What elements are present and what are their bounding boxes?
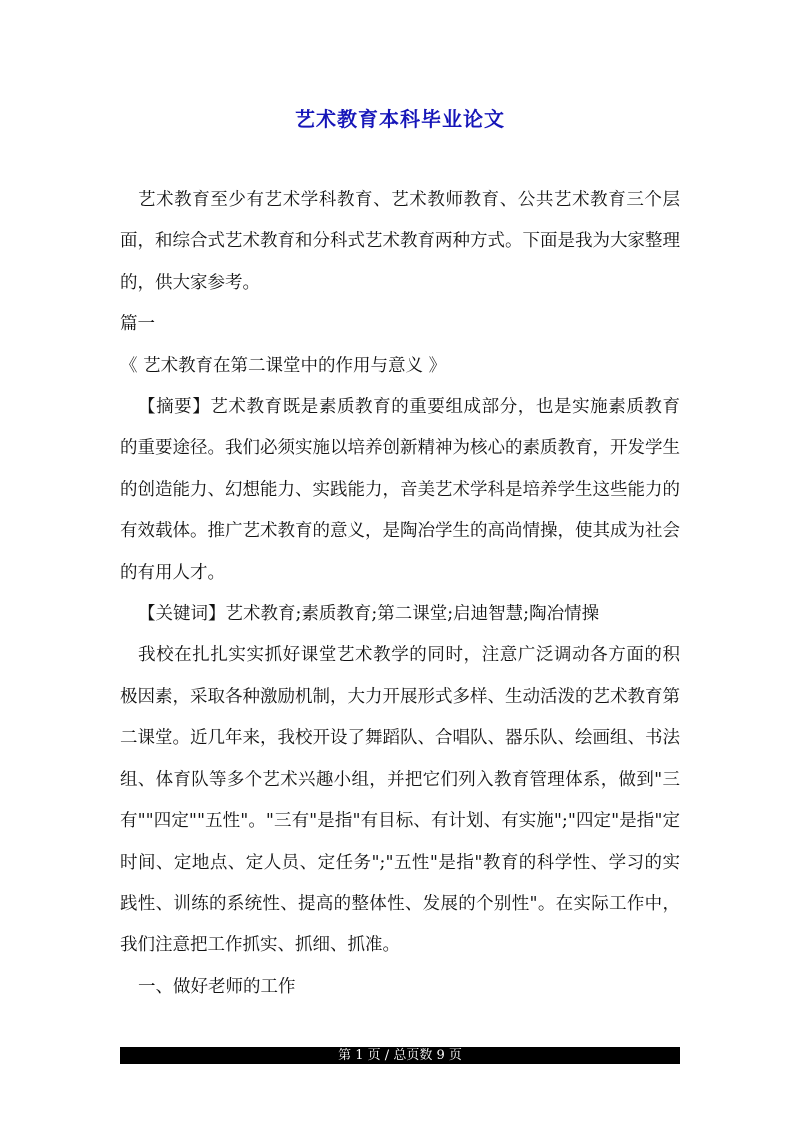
subheading: 一、做好老师的工作 — [138, 976, 296, 997]
document-body — [120, 180, 680, 1008]
body-paragraph: 我校在扎扎实实抓好课堂艺术教学的同时，注意广泛调动各方面的积极因素，采取各种激励机制，大力开展形式多样、生动活泼的艺术教育第二课堂。近几年来，我校开设了舞蹈队、合唱队、器乐队、绘画组、书法组、体育队等多个艺术兴趣小组，并把它们列入教育管理体系，做到"三有""四定""五性"。"三有"是指"有目标、有计划、有实施";"四定"是指"定时间、定地点、定人员、定任务";"五性"是指"教育的科学性、学习的实践性、训练的系统性、提高的整体性、发展的个别性"。在实际工作中，我们注意把工作抓实、抓细、抓准。 — [120, 645, 680, 956]
article-title: 《 艺术教育在第二课堂中的作用与意义 》 — [120, 355, 447, 376]
section-label: 篇一 — [120, 314, 155, 335]
document-title: 艺术教育本科毕业论文 — [295, 107, 505, 131]
page-footer: 第 1 页 / 总页数 9 页 — [120, 1047, 680, 1064]
abstract-paragraph: 【摘要】艺术教育既是素质教育的重要组成部分，也是实施素质教育的重要途径。我们必须实施以培养创新精神为核心的素质教育，开发学生的创造能力、幻想能力、实践能力，音美艺术学科是培养学生这些能力的有效载体。推广艺术教育的意义，是陶冶学生的高尚情操，使其成为社会的有用人才。 — [120, 397, 680, 583]
keywords-paragraph: 【关键词】艺术教育;素质教育;第二课堂;启迪智慧;陶冶情操 — [138, 604, 600, 625]
intro-paragraph: 艺术教育至少有艺术学科教育、艺术教师教育、公共艺术教育三个层面，和综合式艺术教育和分科式艺术教育两种方式。下面是我为大家整理的，供大家参考。 — [120, 190, 680, 293]
